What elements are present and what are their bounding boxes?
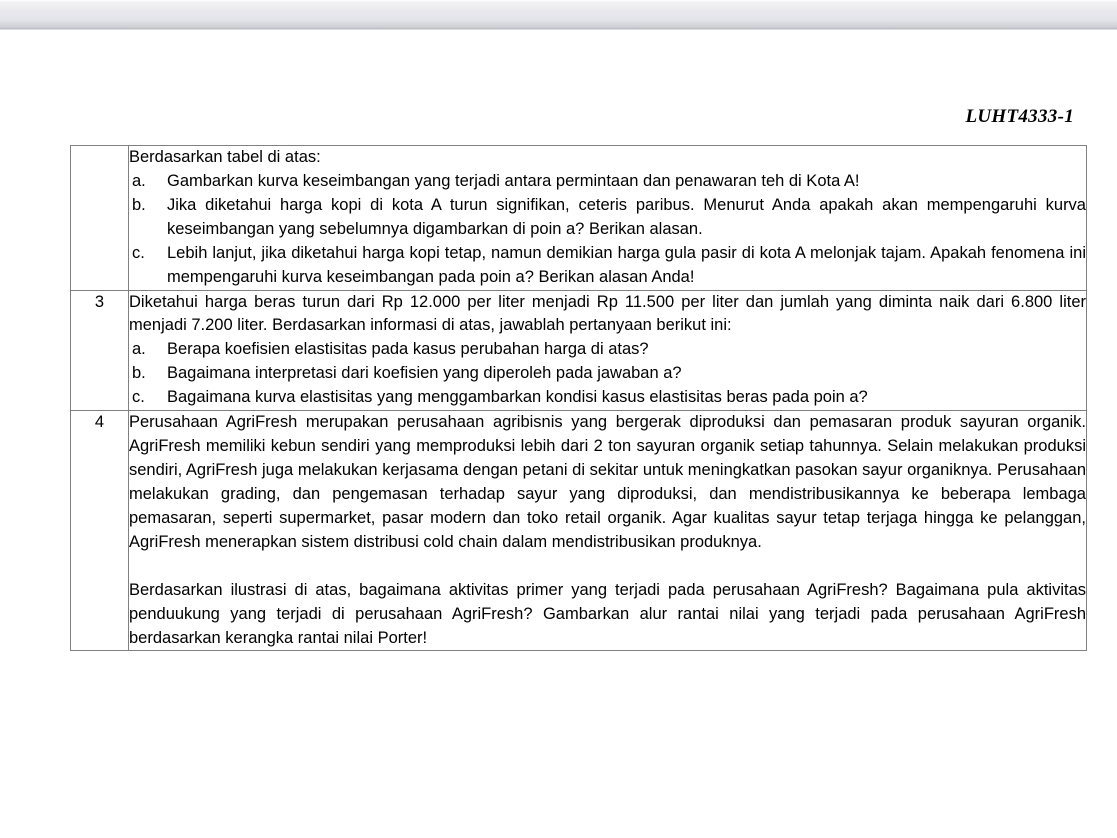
list-item-text: Bagaimana interpretasi dari koefisien yang diperoleh pada jawaban a?: [167, 364, 682, 383]
row-content: [129, 146, 1087, 291]
list-item-text: Jika diketahui harga kopi di kota A turun signifikan, ceteris paribus. Menurut Anda apakah akan mempengaruhi kurva keseimbangan yang sebelumnya digambarkan di poin a? Berikan alasan.: [167, 195, 1086, 238]
table-row: [71, 290, 1087, 411]
row-content: [129, 411, 1087, 651]
row-paragraph: Perusahaan AgriFresh merupakan perusahaan agribisnis yang bergerak diproduksi dan pemasaran produk sayuran organik. AgriFresh memiliki kebun sendiri yang memproduksi lebih dari 2 ton sayuran organik setiap tahunnya. Selain melakukan produksi sendiri, AgriFresh juga melakukan kerjasama dengan petani di sekitar untuk meningkatkan pasokan sayur organiknya. Perusahaan melakukan grading, dan pengemasan terhadap sayur yang diproduksi, dan mendistribusikannya ke beberapa lembaga pemasaran, seperti supermarket, pasar modern dan toko retail organik. Agar kualitas sayur tetap terjaga hingga ke pelanggan, AgriFresh menerapkan sistem distribusi cold chain dalam mendistribusikan produknya.: [129, 413, 1086, 551]
list-marker: a.: [132, 171, 146, 190]
row-number: [71, 146, 129, 291]
list-marker: c.: [132, 243, 145, 262]
row-intro-text: Diketahui harga beras turun dari Rp 12.000 per liter menjadi Rp 11.500 per liter dan jumlah yang diminta naik dari 6.800 liter menjadi 7.200 liter. Berdasarkan informasi di atas, jawablah pertanyaan berikut ini:: [129, 292, 1086, 335]
sub-question-list: [129, 338, 1086, 410]
row-number: 4: [71, 411, 129, 651]
document-page: [0, 30, 1117, 838]
list-item: [129, 362, 1086, 386]
list-item-text: Bagaimana kurva elastisitas yang menggambarkan kondisi kasus elastisitas beras pada poin a?: [167, 388, 868, 407]
row-content: [129, 290, 1087, 411]
list-item-text: Berapa koefisien elastisitas pada kasus perubahan harga di atas?: [167, 340, 649, 359]
row-paragraph: Berdasarkan ilustrasi di atas, bagaimana aktivitas primer yang terjadi pada perusahaan AgriFresh? Bagaimana pula aktivitas penduukung yang terjadi di perusahaan AgriFresh? Gambarkan alur rantai nilai yang terjadi pada perusahaan AgriFresh berdasarkan kerangka rantai nilai Porter!: [129, 580, 1086, 647]
row-number: 3: [71, 290, 129, 411]
list-item: [129, 338, 1086, 362]
list-item-text: Gambarkan kurva keseimbangan yang terjadi antara permintaan dan penawaran teh di Kota A!: [167, 171, 860, 190]
list-item-text: Lebih lanjut, jika diketahui harga kopi tetap, namun demikian harga gula pasir di kota A melonjak tajam. Apakah fenomena ini mempengaruhi kurva keseimbangan pada poin a? Berikan alasan Anda!: [167, 243, 1086, 286]
list-item: [129, 170, 1086, 194]
paragraph-spacer: [129, 555, 1086, 579]
list-marker: c.: [132, 388, 145, 407]
table-row: [71, 411, 1087, 651]
list-item: [129, 242, 1086, 290]
sub-question-list: [129, 170, 1086, 290]
row-intro-text: Berdasarkan tabel di atas:: [129, 148, 321, 166]
list-marker: b.: [132, 364, 146, 383]
page-break-separator: [0, 0, 1117, 31]
list-marker: b.: [132, 195, 146, 214]
list-marker: a.: [132, 340, 146, 359]
list-item: [129, 194, 1086, 242]
document-code: LUHT4333-1: [965, 106, 1074, 127]
list-item: [129, 386, 1086, 410]
table-row: [71, 146, 1087, 291]
questions-table: [70, 145, 1087, 651]
